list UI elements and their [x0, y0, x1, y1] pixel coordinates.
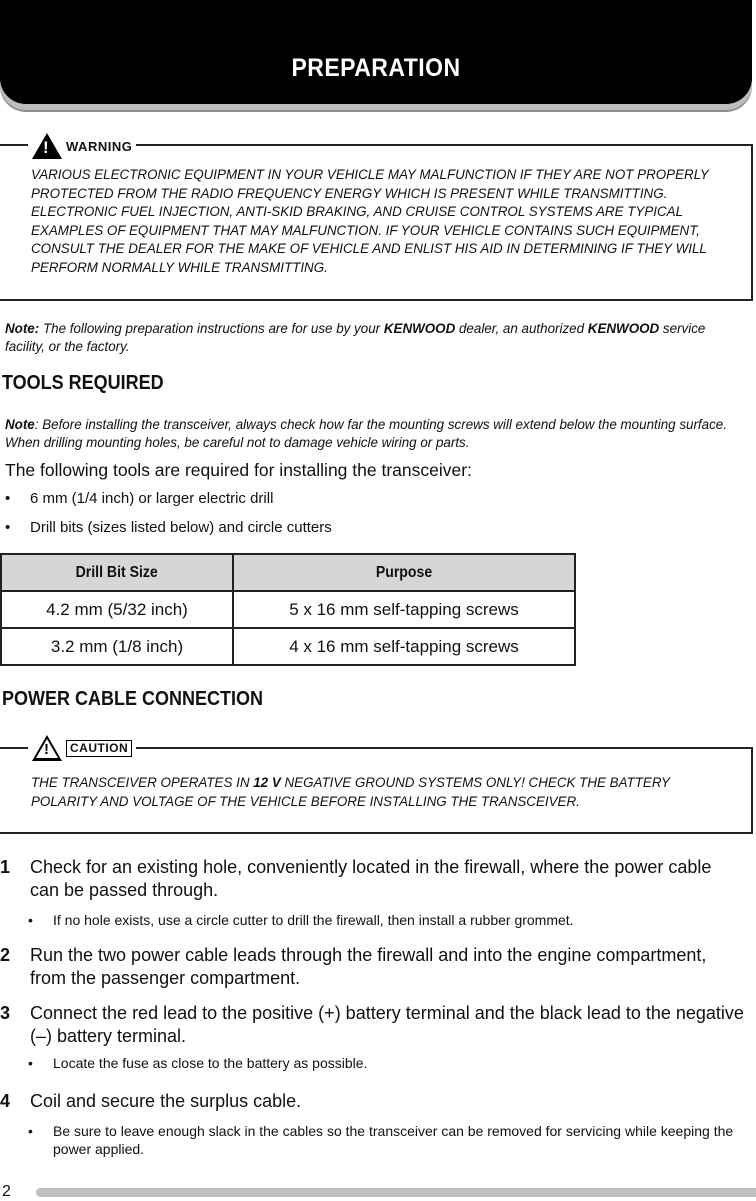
table-cell: 4 x 16 mm self-tapping screws	[233, 628, 575, 665]
tools-heading: TOOLS REQUIRED	[2, 372, 164, 394]
step-number: 1	[0, 857, 11, 877]
page-title: PREPARATION	[291, 54, 461, 82]
warning-icon: !	[32, 133, 62, 159]
step-number: 2	[0, 945, 11, 965]
footer-bar	[36, 1188, 756, 1197]
step-text: Connect the red lead to the positive (+) battery terminal and the black lead to the negative (–) battery terminal.	[30, 1003, 744, 1046]
table-cell: 3.2 mm (1/8 inch)	[1, 628, 233, 665]
tools-intro: The following tools are required for installing the transceiver:	[5, 460, 472, 480]
caution-icon: !	[32, 735, 62, 761]
caution-tag	[28, 733, 136, 763]
step-text: Run the two power cable leads through the firewall and into the engine compartment, from the passenger compartment.	[30, 945, 707, 988]
table-cell: 4.2 mm (5/32 inch)	[1, 591, 233, 628]
tools-note: Note: Before installing the transceiver, always check how far the mounting screws will extend below the mounting surface. When drilling mounting holes, be careful not to damage vehicle wiring or parts.	[5, 417, 727, 450]
list-item: • Drill bits (sizes listed below) and circle cutters	[5, 519, 332, 536]
header-banner	[0, 0, 752, 104]
column-header-drill-bit-size: Drill Bit Size	[1, 554, 233, 591]
step-text: Coil and secure the surplus cable.	[30, 1091, 302, 1111]
warning-text: VARIOUS ELECTRONIC EQUIPMENT IN YOUR VEHICLE MAY MALFUNCTION IF THEY ARE NOT PROPERLY PROTECTED FROM THE RADIO FREQUENCY ENERGY WHICH IS PRESENT WHILE TRANSMITTING. ELECTRONIC FUEL INJECTION, ANTI-SKID BRAKING, AND CRUISE CONTROL SYSTEMS ARE TYPICAL EXAMPLES OF EQUIPMENT THAT MAY MALFUNCTION. IF YOUR VEHICLE CONTAINS SUCH EQUIPMENT, CONSULT THE DEALER FOR THE MAKE OF VEHICLE AND ENLIST HIS AID IN DETERMINING IF THEY WILL PERFORM NORMALLY WHILE TRANSMITTING.	[31, 167, 709, 275]
drill-bit-table	[0, 553, 576, 666]
step-number: 3	[0, 1003, 11, 1023]
page-number: 2	[2, 1183, 11, 1200]
column-header-purpose: Purpose	[233, 554, 575, 591]
caution-label: CAUTION	[66, 740, 132, 757]
step-number: 4	[0, 1091, 11, 1111]
table-row	[1, 628, 575, 665]
table-header-row	[1, 554, 575, 591]
power-heading: POWER CABLE CONNECTION	[2, 688, 263, 710]
list-item: • 6 mm (1/4 inch) or larger electric drill	[5, 490, 274, 507]
table-cell: 5 x 16 mm self-tapping screws	[233, 591, 575, 628]
dealer-note: Note: The following preparation instructions are for use by your KENWOOD dealer, an authorized KENWOOD service facility, or the factory.	[5, 321, 706, 354]
step-text: Check for an existing hole, conveniently located in the firewall, where the power cable can be passed through.	[30, 857, 712, 900]
caution-text: THE TRANSCEIVER OPERATES IN 12 V NEGATIVE GROUND SYSTEMS ONLY! CHECK THE BATTERY POLARITY AND VOLTAGE OF THE VEHICLE BEFORE INSTALLING THE TRANSCEIVER.	[31, 775, 670, 809]
table-row	[1, 591, 575, 628]
warning-label: WARNING	[66, 138, 133, 154]
warning-tag	[28, 129, 136, 163]
